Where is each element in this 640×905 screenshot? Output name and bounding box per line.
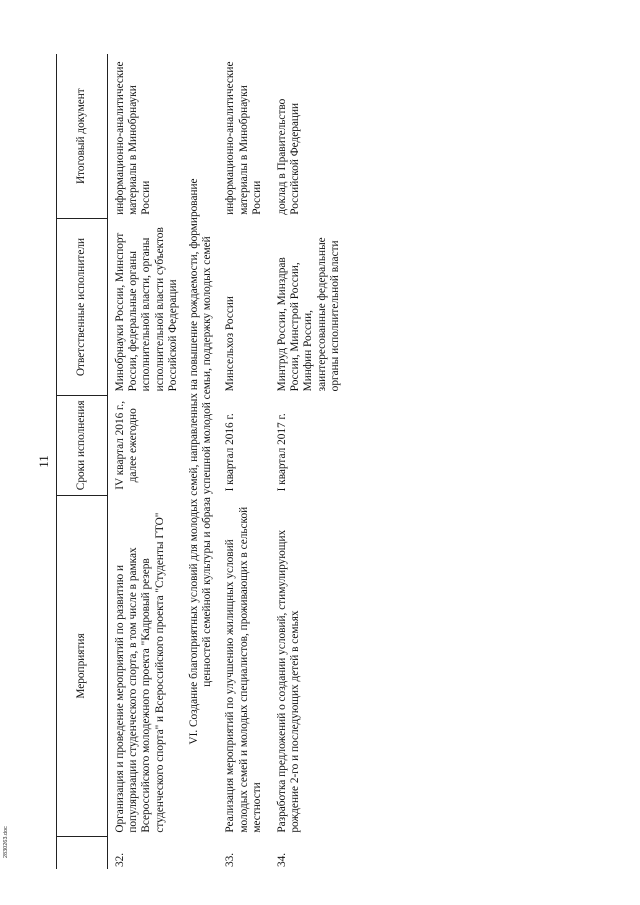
page-number: 11 (36, 455, 51, 468)
row-number: 34. (276, 852, 289, 867)
activities-table (56, 54, 348, 869)
header-responsible: Ответственные исполнители (57, 219, 108, 396)
row-activity: Организация и проведение мероприятий по развитию и популяризации студенческого спорта, в том числе в рамках Всероссийского молодежного проекта "Кадровый резерв студенческого спорта" и Всероссийского проекта "Студенты ГТО" (114, 512, 166, 833)
row-document: информационно-аналитические материалы в Минобрнауки России (224, 61, 263, 215)
row-term: IV квартал 2016 г., далее ежегодно (114, 400, 140, 490)
table-row (108, 54, 187, 869)
row-term: I квартал 2017 г. (276, 413, 289, 492)
header-number (57, 837, 108, 869)
row-number: 33. (224, 852, 237, 867)
rotated-page-content (36, 54, 400, 869)
row-document: доклад в Правительство Российской Федерации (276, 98, 302, 215)
section-heading-line1: VI. Создание благоприятных условий для молодых семей, направленных на повышение рождаемости, формирование (188, 178, 201, 745)
header-document: Итоговый документ (57, 54, 108, 219)
footer-filename: 2830263.doc (3, 826, 9, 858)
row-activity: Реализация мероприятий по улучшению жилищных условий молодых семей и молодых специалистов, проживающих в сельской местности (224, 506, 263, 833)
row-document: информационно-аналитические материалы в Минобрнауки России (114, 61, 153, 215)
row-activity: Разработка предложений о создании условий, стимулирующих рождение 2-го и последующих детей в семьях (276, 529, 302, 833)
row-responsible: Минсельхоз России (224, 296, 237, 392)
row-responsible: Минобрнауки России, Минспорт России, федеральные органы исполнительной власти, органы исполнительной власти субъектов Российской Федерации (114, 227, 179, 392)
row-number: 32. (114, 852, 126, 867)
header-terms: Сроки исполнения (57, 395, 108, 495)
table-row (218, 54, 270, 869)
row-responsible: Минтруд России, Минздрав России, Минстрой России, Минфин России, заинтересованные федеральные органы исполнительной власти (276, 237, 341, 392)
section-heading-row (186, 54, 218, 869)
section-heading-line2: ценностей семейной культуры и образа успешной молодой семьи, поддержку молодых семей (201, 236, 214, 687)
header-activities: Мероприятия (57, 495, 108, 836)
table-header-row (57, 54, 108, 869)
row-term: I квартал 2016 г. (224, 413, 237, 492)
section-heading (186, 54, 218, 869)
table-row (270, 54, 348, 869)
